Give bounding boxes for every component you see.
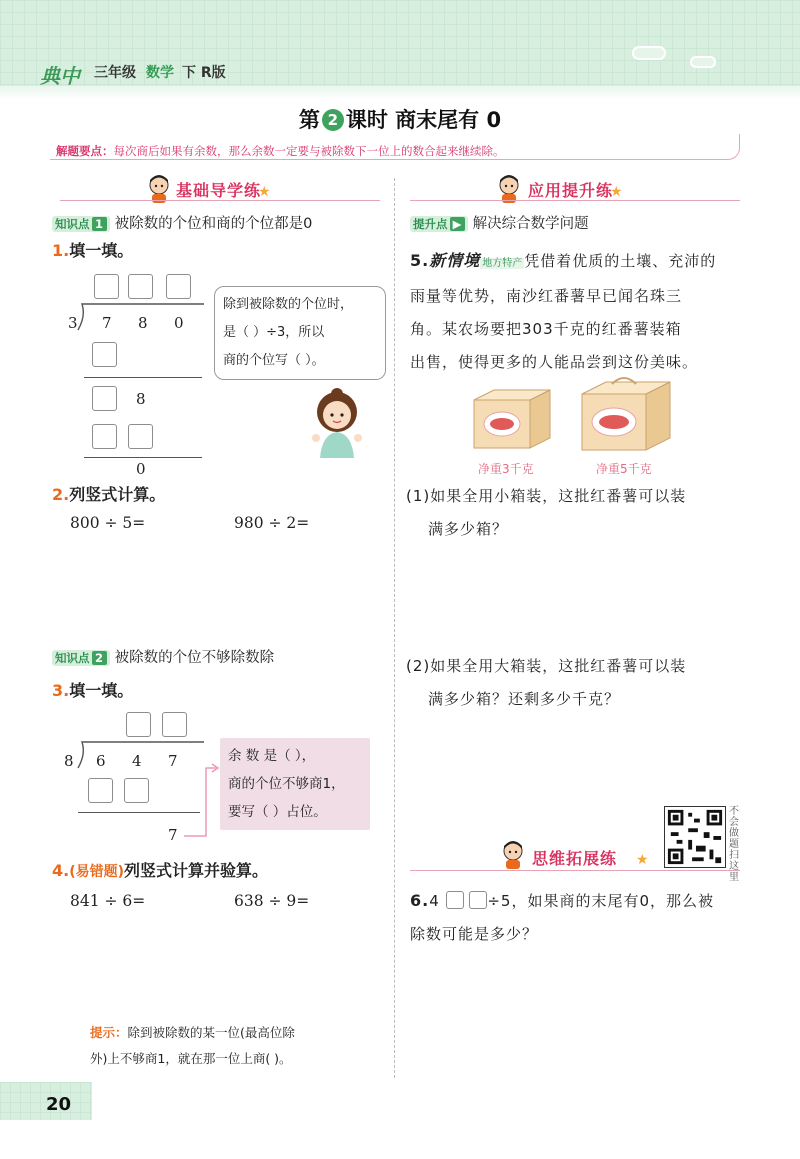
note-box [220,738,370,830]
question-number: 2. [52,485,70,504]
large-box-icon [578,372,674,454]
question-number: 4. [52,861,70,880]
answer-box[interactable] [128,424,153,449]
question-line: (1)如果全用小箱装，这批红番薯可以装 [406,487,687,505]
grade-label: 三年级 [94,65,136,81]
qr-caption: 不会做题扫这里 [729,806,739,883]
dividend-digit: 8 [138,314,148,332]
question-line: 雨量等优势，南沙红番薯早已闻名珠三 [410,287,683,305]
question-2 [52,482,165,505]
question-1 [52,238,133,261]
question-tag: (易错题) [69,864,125,880]
brand-logo: 典中 [40,64,80,88]
remainder: 0 [136,460,146,478]
step-digit: 8 [136,390,146,408]
question-5 [410,244,750,379]
note-line: 余 数 是（ ）， [228,748,316,764]
answer-box[interactable] [162,712,187,737]
title-suffix: 课时 商末尾有 0 [345,108,502,132]
box-caption: 净重3千克 [478,462,534,476]
question-text: 列竖式计算。 [69,485,166,504]
expression: 980 ÷ 2= [234,514,310,532]
kp-label: 知识点 [55,217,90,231]
header-fade [0,86,800,100]
bubble-line: 商的个位写（ ）。 [223,353,325,368]
divisor: 3 [68,314,78,332]
division-line [84,377,202,378]
kid-icon [500,840,526,870]
dividend-digit: 7 [168,752,178,770]
knowledge-point-2 [52,646,274,667]
expression: 800 ÷ 5= [70,514,146,532]
hint-note [90,1020,370,1072]
answer-box[interactable] [124,778,149,803]
answer-box[interactable] [92,342,117,367]
kp-label: 提升点 [413,217,448,231]
answer-box[interactable] [128,274,153,299]
question-text: 4 [429,892,440,910]
kp-title: 解决综合数学问题 [472,216,589,232]
section-underline [60,200,380,201]
question-text: 填一填。 [69,241,134,260]
sub-question-2 [406,650,756,716]
knowledge-point-1 [52,212,312,233]
question-tag: 新情境 [429,251,481,270]
answer-box[interactable] [469,891,487,909]
tips-text: 每次商后如果有余数，那么余数一定要与被除数下一位上的数合起来继续除。 [113,144,505,158]
dividend-digit: 6 [96,752,106,770]
tips-bar [50,134,740,160]
arrow-connector [182,762,222,842]
box-caption: 净重5千克 [596,462,652,476]
edition-label: 下 R版 [182,65,226,81]
dividend-digit: 4 [132,752,142,770]
question-line: (2)如果全用大箱装，这批红番薯可以装 [406,657,687,675]
answer-box[interactable] [446,891,464,909]
question-line: 满多少箱？还剩多少千克？ [428,690,621,708]
hint-line: 外)上不够商1，就在那一位上商( )。 [90,1051,292,1066]
answer-box[interactable] [88,778,113,803]
subject-label: 数学 [146,65,174,81]
qr-code-icon[interactable] [664,806,726,868]
answer-box[interactable] [92,424,117,449]
question-line: 凭借着优质的土壤、充沛的 [524,252,717,270]
kp-title: 被除数的个位和商的个位都是0 [114,216,313,232]
answer-box[interactable] [92,386,117,411]
sub-question-1 [406,480,756,546]
bubble-line: 是（ ）÷3，所以 [223,325,325,340]
hint-label: 提示： [90,1025,128,1040]
page-number: 20 [0,1082,92,1120]
answer-box[interactable] [166,274,191,299]
expression: 841 ÷ 6= [70,892,146,910]
kp-label: 知识点 [55,651,90,665]
question-number: 6. [410,891,430,910]
dividend-digit: 7 [102,314,112,332]
remainder: 7 [168,826,178,844]
question-number: 5. [410,251,430,270]
section-underline [410,200,740,201]
star-icon: ★ [258,184,271,200]
cloud-icon [632,46,666,60]
question-line: 角。某农场要把303千克的红番薯装箱 [410,320,682,338]
note-line: 要写（ ）占位。 [228,804,327,820]
section-underline [410,870,740,871]
lesson-number-badge: 2 [322,109,344,131]
title-prefix: 第 [298,108,320,132]
question-subtag: 地方特产 [482,258,523,269]
section-title-basic: 基础导学练 [176,181,262,200]
dividend-digit: 0 [174,314,184,332]
question-line: 出售，使得更多的人能品尝到这份美味。 [410,353,699,371]
question-text: 列竖式计算并验算。 [124,861,269,880]
question-number: 3. [52,681,70,700]
kp-title: 被除数的个位不够除数除 [114,650,275,666]
girl-icon [308,388,366,460]
kp-num: 2 [92,651,107,665]
hint-line: 除到被除数的某一位(最高位除 [127,1025,295,1040]
hint-bubble [214,286,386,380]
division-line [84,457,202,458]
section-title-thinking: 思维拓展练 [532,849,618,868]
bubble-line: 除到被除数的个位时， [223,297,354,312]
small-box-icon [470,382,554,452]
question-number: 1. [52,241,70,260]
kp-num: 1 [92,217,107,231]
star-icon: ★ [636,852,649,868]
answer-box[interactable] [94,274,119,299]
note-line: 商的个位不够商1， [228,776,345,792]
tips-label: 解题要点： [56,144,114,158]
lesson-title [0,104,800,134]
improvement-point: 提升点 ▶ 解决综合数学问题 [410,212,589,233]
star-icon: ★ [610,184,623,200]
cloud-icon [690,56,716,68]
divisor: 8 [64,752,74,770]
column-divider [394,178,395,1078]
section-title-apply: 应用提升练 [528,181,614,200]
answer-box[interactable] [126,712,151,737]
question-line: 除数可能是多少？ [410,925,539,943]
question-6 [410,884,750,951]
expression: 638 ÷ 9= [234,892,310,910]
question-3 [52,678,133,701]
question-line: 满多少箱？ [428,520,509,538]
question-text: ÷5，如果商的末尾有0，那么被 [487,892,714,910]
question-text: 填一填。 [69,681,134,700]
question-4 [52,858,268,881]
